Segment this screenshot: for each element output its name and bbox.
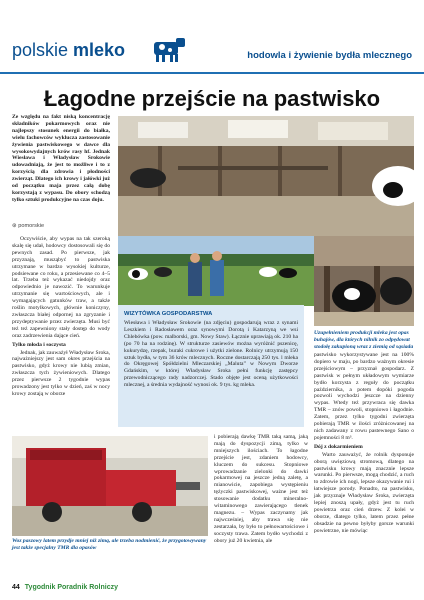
- body-paragraph: Oczywiście, aby wypas na tak szeroką skalę się udał, hodowcy dostosowali się do pewnych zasad. Po pierwsze, jak przyznają, musząbyć to pastwiska utrzymane w bardzo wysokiej kulturze, podsiewane co roku, a przesiewane co 4–5 lat. Trzeba też wykazać niedojdy oraz odpowiednio je nawozić. To warunkuje utrzymanie się wartościowych, ale i wymagających gatunków traw, a także roślin motylkowych, głównie koniczyny, zwłaszcza białej odpornej na zgryzanie i przydeptywanie przez zwierzęta. Musi być też też zapewniony stały dostęp do wody oraz zadrzewienia dające cień.: [12, 236, 110, 339]
- middle-column-body: [214, 434, 308, 545]
- body-paragraph: i pobierają dawkę TMR taką samą, jaką mają do dyspozycji zimą, tylko w mniejszych ilościach. To łagodne przejście jest, zdaniem hodowcy, kluczem do sukcesu. Stopniowe wprowadzanie zielonki do dawki pokarmowej na jeszcze jedną zaletę, a mianowicie, zapobiega występieniu tężyczki pastwiskowej, ważne jest też stosowanie dodatku mineralno-witaminowego zawierającego tlenek magnezu. – Wypas zaczynamy jak najwcześniej, aby trawa się nie zestarzała, by było to pełnowartościowe i soczysty trawa. Zatem bydło wychodzi z obory już 20 kwietnia, ale: [214, 434, 308, 544]
- page-number: 44: [12, 584, 20, 591]
- body-paragraph: pastwisko wykorzystywane jest na 100% dopiero w maju, po bardzo ważnym okresie przejściowym – przyznał gospodarz. Z pastwisk w pełnym układowym wymiarze bydło korzysta z reguły do początku października, a potem dopóki pogoda pozwoli wychodzi jeszcze na dzienny wypas. Wtedy też przywraca się dawka TMR – znów powoli, stopniowo i łagodnie. Zatem, przez tylko tygodni zwierzęta pobierają TMR w ilości zróżnicowanej na nich zadawany z rowu pastewnego Sano o pojemności 8 m³.: [314, 352, 414, 441]
- cow-logo-icon: [148, 34, 188, 64]
- right-column-body: [314, 352, 414, 535]
- farm-info-body: Wiesława i Władysław Srokowie (na zdjęciu) gospodarują wraz z synami Leszkiem i Radosławem oraz synowymi Dorotą i Katarzyną we wsi Chlebówka (pow. malborski, gm. Nowy Staw). Łącznie uprawiają ok. 210 ha (po 70 ha na rodzinę). W strukturze zasiewów można wyróżnić pszenicę, kukurydzę, rzepak, buraki cukrowe i użytki zielone. Rolnicy utrzymują 150 sztuk bydła, w tym 36 krów mlecznych. Roczne dostarczają 250 tys. l mleka do Okręgowej Spółdzielni Mleczarskiej „Maluta” w Nowym Dworze Gdańskim, w której Władysław Sroka pełni funkcję zastępcy przewodniczącego rady nadzorczej. Stado objęte jest oceną użytkowości mlecznej, a średnia wydajność wynosi ok. 9 tys. kg mleka.: [124, 320, 298, 389]
- article-title: Łagodne przejście na pastwisko: [43, 86, 381, 111]
- logo-bold: mleko: [73, 40, 126, 60]
- body-paragraph: Jednak, jak zauważył Władysław Sroka, najważniejszy jest sam okres przejścia na pastwisko, gdyż krowy nie lubią zmian, zwłaszcza tych żywieniowych. Dlatego przez pierwsze 2 tygodnie wypas prowadzony jest tylko w dzień, zaś w nocy krowy zostają w oborze: [12, 349, 110, 397]
- lead-paragraph: Ze względu na fakt niską koncentrację składników pokarmowych oraz nie najlepszy stosunek energii do białka, wielu fachowców wykluczа zastosowanie żywienia pastwiskowego w dawce dla wysokowydajnych krów rasy hf. Jednak Wiesława i Władysław Srokowie udowadniają, że jest to możliwe i to z korzyścią dla zdrowia i płodności zwierząt. Dlatego ich krowy i jałówki już od początku maja przez całą dobę korzystają z wypasu. Do obory schodzą tylko sztuki produkcyjne na czas doju.: [12, 114, 110, 203]
- subheading-young-grass: Tylko młoda i soczysta: [12, 341, 66, 348]
- page-header: [0, 0, 424, 80]
- feed-wagon-photo: [12, 436, 208, 536]
- header-rule: [0, 72, 424, 74]
- farm-info-title: WIZYTÓWKA GOSPODARSTWA: [124, 311, 213, 317]
- barn-photo: [118, 116, 414, 236]
- bulls-caption: Uzupełnieniem produkcji mleka jest opas buhajów, dla których nilnik zo odpędowat stodołę zakupioną wraz z ziemią od sąsiada: [314, 330, 414, 350]
- logo-regular: polskie: [12, 40, 74, 60]
- farm-info-box: [118, 305, 304, 427]
- feed-wagon-caption: Woz paszowy latem przydje mniej niż zimą, ale trzeba nodmienić, że przygotowywany jest także specjalny TMR dla opasów: [12, 538, 207, 551]
- section-label: hodowla i żywienie bydła mlecznego: [247, 50, 412, 61]
- magazine-name: Tygodnik Poradnik Rolniczy: [24, 584, 119, 591]
- left-column-body: [12, 236, 110, 398]
- pasture-photo: [118, 236, 314, 306]
- page-footer: [12, 584, 118, 591]
- bulls-photo: [314, 236, 414, 326]
- source-label: ⊛ pomorskie: [12, 223, 45, 229]
- body-paragraph: Warto zauważyć, że rolnik dysponuje oborą uwięziową stromową, dlatego na pastwisku krowy mają znacznie lepsze warunki. Po pierwsze, mogą chodzić, a ruch to zdrowie ich nogi, lepsze okazywanie rui i łatwiejsze porody. Ponadto, na pastwisku, jak przyznaje Władysław Sroka, zwierzęta lepiej znoszą upały, gdyż jest tu ruch powietrza oraz cień drzew. Z kolei w oborze, dlatego tylko, latem przez pełne obsadzie na pewno byłyby gorsze warunki powietrzne, nie mówiąc: [314, 451, 414, 534]
- magazine-logo: [12, 40, 125, 61]
- subheading-milking: Dój z dokarmieniem: [314, 443, 363, 450]
- source-icon: ⊛: [12, 223, 19, 229]
- lead-column: [12, 114, 110, 204]
